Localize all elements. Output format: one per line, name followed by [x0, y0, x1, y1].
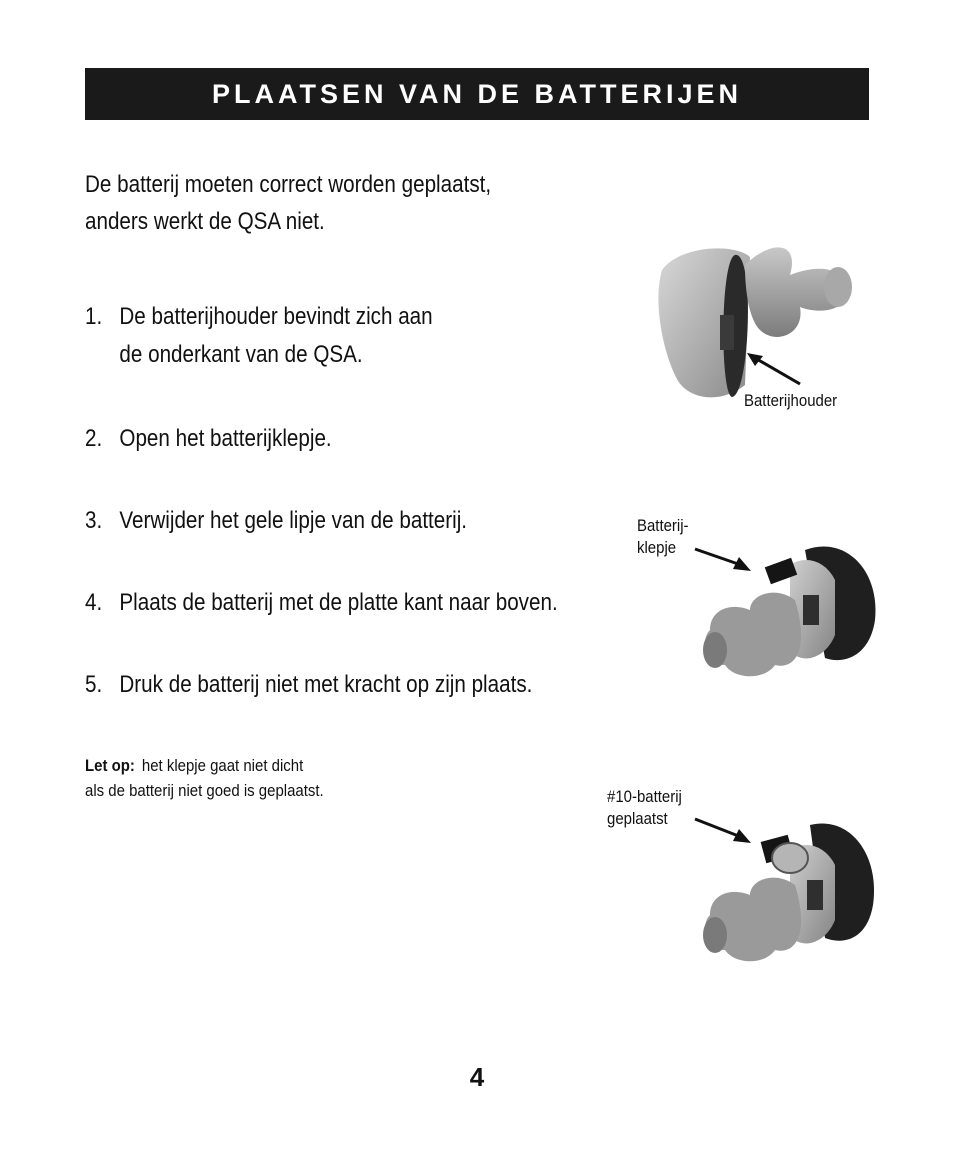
step-text-line-1: Verwijder het gele lipje van de batterij.	[119, 507, 468, 534]
step-text-line-2: de onderkant van de QSA.	[119, 341, 363, 368]
step-text-line-1: Druk de batterij niet met kracht op zijn plaats.	[119, 671, 533, 698]
step-2	[85, 420, 332, 458]
step-5	[85, 666, 532, 704]
step-4	[85, 584, 558, 622]
holder-caption-text: Batterijhouder	[744, 391, 838, 410]
intro-line-2: anders werkt de QSA niet.	[85, 208, 325, 235]
arrow-icon	[745, 350, 805, 390]
note-label: Let op:	[85, 756, 135, 775]
step-text-line-1: Plaats de batterij met de platte kant naar boven.	[119, 589, 558, 616]
step-text-line-1: De batterijhouder bevindt zich aan	[119, 303, 433, 330]
section-title-bar	[85, 68, 869, 120]
intro-paragraph	[85, 166, 532, 240]
holder-caption	[744, 390, 837, 412]
earplug-open-door-illustration	[695, 540, 880, 695]
step-number: 1.	[85, 303, 103, 330]
battery-caption	[607, 786, 682, 830]
note-line-1: het klepje gaat niet dicht	[141, 756, 304, 775]
step-1	[85, 298, 433, 374]
step-3	[85, 502, 467, 540]
step-number: 3.	[85, 507, 103, 534]
earplug-battery-placed-illustration	[695, 820, 880, 980]
warning-note	[85, 753, 324, 803]
step-number: 5.	[85, 671, 103, 698]
page-title: PLAATSEN VAN DE BATTERIJEN	[211, 78, 743, 109]
page-number	[0, 1062, 954, 1093]
door-caption	[637, 515, 689, 559]
battery-caption-line-1: #10-batterij	[607, 787, 682, 806]
door-caption-line-2: klepje	[637, 538, 677, 557]
door-caption-line-1: Batterij-	[637, 516, 689, 535]
step-number: 2.	[85, 425, 103, 452]
step-number: 4.	[85, 589, 103, 616]
page-number-text: 4	[469, 1062, 485, 1092]
step-text-line-1: Open het batterijklepje.	[119, 425, 332, 452]
intro-line-1: De batterij moeten correct worden geplaatst,	[85, 171, 492, 198]
battery-caption-line-2: geplaatst	[607, 809, 668, 828]
note-line-2: als de batterij niet goed is geplaatst.	[85, 781, 324, 800]
